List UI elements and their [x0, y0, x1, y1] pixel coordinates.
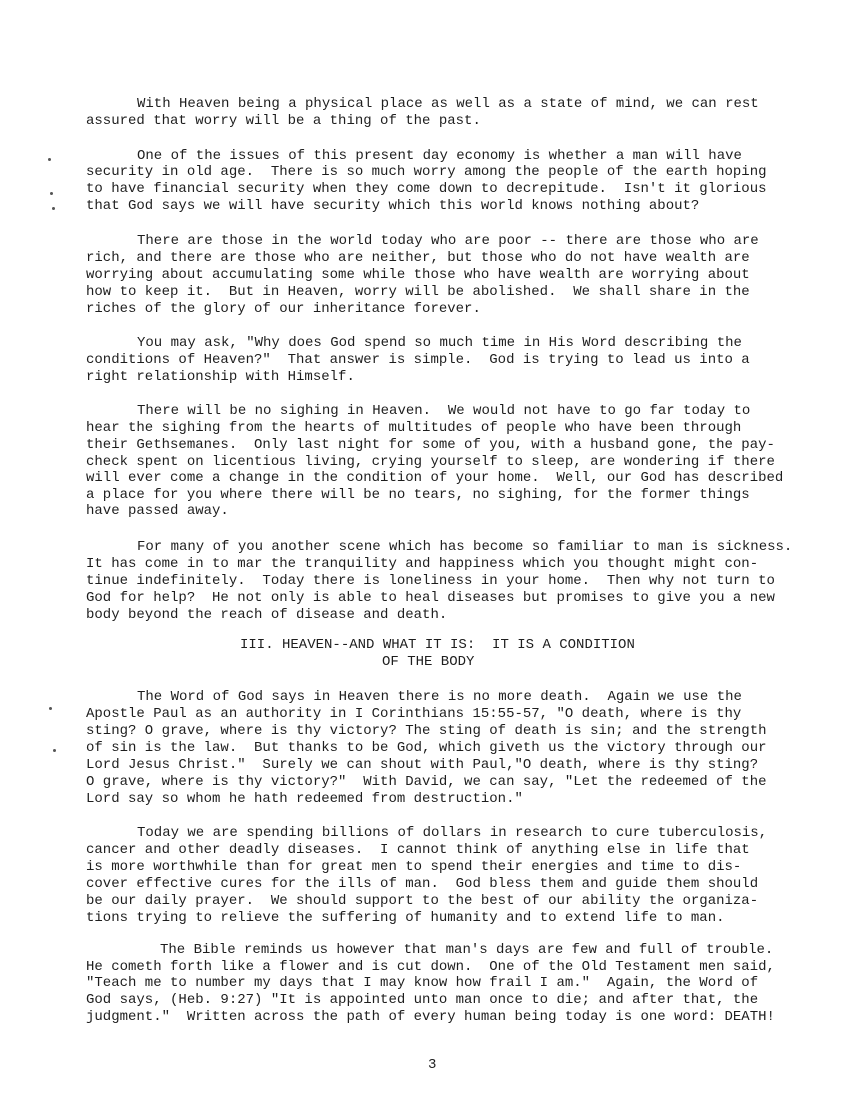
text-line: O grave, where is thy victory?" With David, we can say, "Let the redeemed of the: [86, 774, 767, 790]
text-line: of sin is the law. But thanks to be God, which giveth us the victory through our: [86, 740, 767, 756]
text-line: that God says we will have security which this world knows nothing about?: [86, 198, 700, 214]
paper-speck: [48, 158, 51, 161]
text-line: be our daily prayer. We should support to the best of our ability the organiza-: [86, 893, 759, 909]
paper-speck: [50, 192, 53, 195]
paper-speck: [49, 707, 52, 710]
text-line: their Gethsemanes. Only last night for some of you, with a husband gone, the pay-: [86, 437, 775, 453]
text-line: right relationship with Himself.: [86, 369, 355, 385]
text-line: conditions of Heaven?" That answer is simple. God is trying to lead us into a: [86, 352, 750, 368]
text-line: is more worthwhile than for great men to spend their energies and time to dis-: [86, 859, 742, 875]
text-line: For many of you another scene which has become so familiar to man is sickness.: [137, 539, 793, 555]
text-line: security in old age. There is so much worry among the people of the earth hoping: [86, 164, 767, 180]
section-heading: OF THE BODY: [382, 654, 475, 670]
text-line: have passed away.: [86, 503, 229, 519]
page-number: 3: [428, 1057, 437, 1073]
text-line: will ever come a change in the condition of your home. Well, our God has described: [86, 470, 784, 486]
text-line: One of the issues of this present day economy is whether a man will have: [137, 148, 742, 164]
text-line: cover effective cures for the ills of man. God bless them and guide them should: [86, 876, 759, 892]
text-line: Apostle Paul as an authority in I Corinthians 15:55-57, "O death, where is thy: [86, 706, 742, 722]
text-line: You may ask, "Why does God spend so much time in His Word describing the: [137, 335, 742, 351]
section-heading: III. HEAVEN--AND WHAT IT IS: IT IS A CONDITION: [240, 637, 635, 653]
paper-speck: [53, 749, 56, 752]
text-line: worrying about accumulating some while those who have wealth are worrying about: [86, 267, 750, 283]
text-line: hear the sighing from the hearts of multitudes of people who have been through: [86, 420, 742, 436]
text-line: The Bible reminds us however that man's days are few and full of trouble.: [160, 942, 774, 958]
text-line: tions trying to relieve the suffering of humanity and to extend life to man.: [86, 910, 725, 926]
text-line: assured that worry will be a thing of the past.: [86, 113, 481, 129]
text-line: judgment." Written across the path of every human being today is one word: DEATH!: [86, 1009, 775, 1025]
paper-speck: [52, 207, 55, 210]
text-line: rich, and there are those who are neither, but those who do not have wealth are: [86, 250, 750, 266]
text-line: body beyond the reach of disease and death.: [86, 607, 448, 623]
text-line: cancer and other deadly diseases. I cannot think of anything else in life that: [86, 842, 750, 858]
text-line: Today we are spending billions of dollars in research to cure tuberculosis,: [137, 825, 768, 841]
text-line: check spent on licentious living, crying yourself to sleep, are wondering if there: [86, 454, 775, 470]
text-line: to have financial security when they come down to decrepitude. Isn't it glorious: [86, 181, 767, 197]
text-line: God says, (Heb. 9:27) "It is appointed unto man once to die; and after that, the: [86, 992, 759, 1008]
text-line: With Heaven being a physical place as well as a state of mind, we can rest: [137, 96, 759, 112]
text-line: sting? O grave, where is thy victory? The sting of death is sin; and the strength: [86, 723, 767, 739]
text-line: He cometh forth like a flower and is cut down. One of the Old Testament men said,: [86, 959, 775, 975]
text-line: Lord say so whom he hath redeemed from destruction.": [86, 791, 523, 807]
text-line: how to keep it. But in Heaven, worry will be abolished. We shall share in the: [86, 284, 750, 300]
text-line: "Teach me to number my days that I may know how frail I am." Again, the Word of: [86, 975, 759, 991]
text-line: The Word of God says in Heaven there is no more death. Again we use the: [137, 689, 742, 705]
text-line: There are those in the world today who are poor -- there are those who are: [137, 233, 759, 249]
text-line: a place for you where there will be no tears, no sighing, for the former things: [86, 487, 750, 503]
text-line: tinue indefinitely. Today there is loneliness in your home. Then why not turn to: [86, 573, 775, 589]
text-line: God for help? He not only is able to heal diseases but promises to give you a new: [86, 590, 775, 606]
text-line: There will be no sighing in Heaven. We would not have to go far today to: [137, 403, 751, 419]
text-line: Lord Jesus Christ." Surely we can shout with Paul,"O death, where is thy sting?: [86, 757, 759, 773]
text-line: It has come in to mar the tranquility and happiness which you thought might con-: [86, 556, 759, 572]
text-line: riches of the glory of our inheritance forever.: [86, 301, 481, 317]
